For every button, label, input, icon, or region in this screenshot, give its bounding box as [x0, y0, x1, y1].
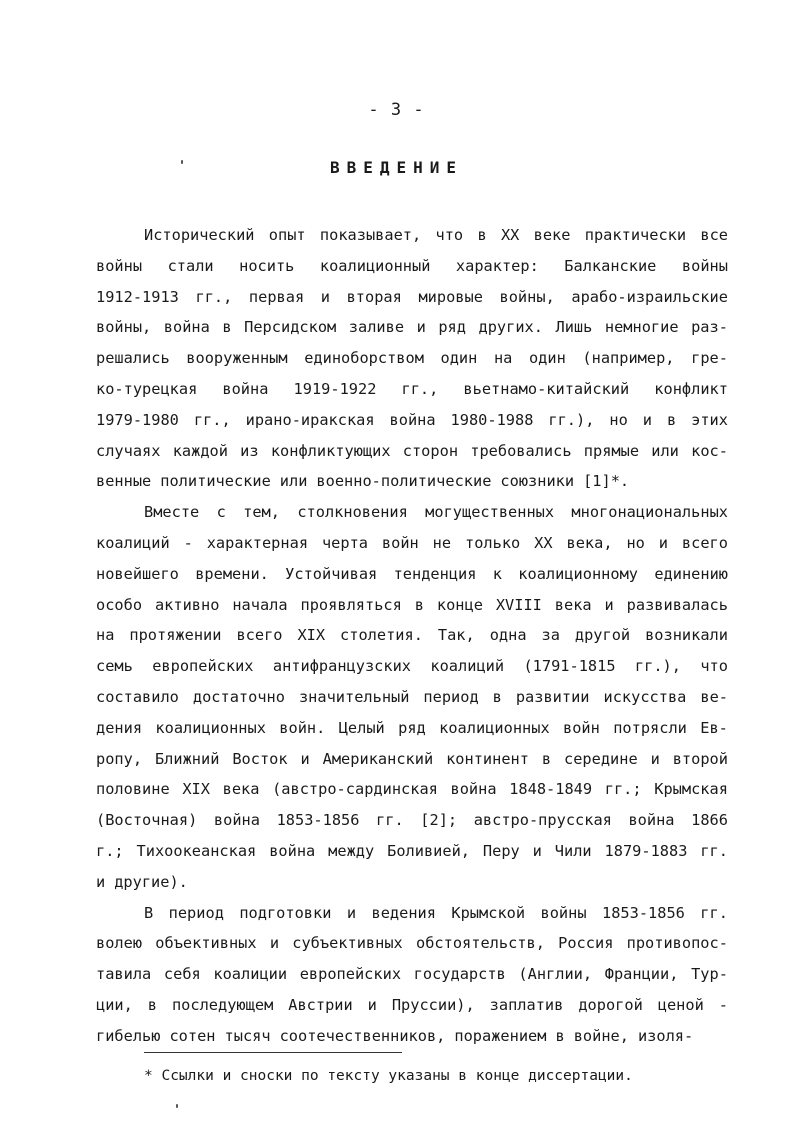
word: из [240, 441, 259, 460]
word: себя [163, 965, 201, 984]
word: и [642, 410, 652, 429]
text-line [96, 682, 728, 713]
word: ко-турецкая [96, 379, 198, 398]
word: в [477, 226, 487, 244]
word: 1848-1849 [509, 780, 593, 799]
word: война [389, 410, 436, 429]
text-line [96, 744, 728, 775]
word: половине [96, 780, 170, 799]
word: изоля- [637, 1026, 694, 1045]
word: немногие [604, 318, 679, 337]
word: и [658, 533, 668, 552]
word: и [532, 841, 542, 860]
word: Американский [322, 749, 434, 768]
word: политические [160, 472, 271, 491]
word: (Восточная) [96, 811, 198, 830]
word: или [651, 441, 679, 460]
word: коалиций [96, 533, 170, 552]
word: поражением [454, 1026, 547, 1045]
word: (Англии, [518, 965, 593, 984]
word: сторон [402, 441, 459, 460]
word: развивалась [626, 595, 728, 614]
word: ведения [371, 903, 436, 922]
word: 1919-1922 [293, 379, 377, 398]
word: прямые [583, 441, 640, 460]
word: вьетнамо-китайский [463, 379, 630, 398]
word: только [464, 533, 521, 552]
word: коалиционных [439, 718, 550, 737]
word: решались [96, 349, 170, 368]
word: одна [489, 626, 527, 645]
word: века [554, 595, 592, 614]
word: не [432, 533, 452, 552]
text-line [96, 559, 728, 590]
word: война [222, 379, 269, 398]
word: или [279, 472, 308, 491]
word: тем, [243, 503, 280, 522]
text-line [96, 220, 728, 251]
word: новейшего [96, 564, 179, 583]
word: мировые [418, 287, 483, 306]
text-line [96, 774, 728, 805]
word: протяжении [129, 626, 222, 645]
word: гг., [195, 287, 233, 306]
word: вооруженным [186, 349, 288, 368]
word: войне, [573, 1026, 629, 1045]
word: XX [534, 533, 553, 552]
word: другие). [114, 872, 188, 891]
text-line [96, 805, 728, 836]
text-line [96, 251, 728, 282]
word: 1866 [691, 811, 728, 830]
word: коалиционный [319, 256, 431, 275]
word: государств [413, 965, 506, 984]
word: в [541, 749, 552, 768]
word: века [222, 780, 260, 799]
text-line [96, 590, 728, 621]
word: второй [672, 749, 728, 768]
word: один [528, 349, 566, 368]
word: войны, [96, 318, 152, 337]
word: всего [681, 533, 728, 552]
word: 1853-1856 [601, 903, 685, 922]
word: конфликт [654, 379, 728, 398]
word: и [416, 318, 426, 337]
word: проявляться [300, 595, 402, 614]
text-line [96, 928, 728, 959]
word: единоборством [304, 349, 424, 368]
word: другой [574, 626, 631, 645]
word: активно [154, 595, 220, 614]
word: Чили [554, 841, 592, 860]
word: на [96, 626, 115, 645]
word: искусства [603, 687, 687, 706]
text-line [96, 867, 728, 898]
word: вторая [346, 287, 402, 306]
word: ряд [438, 318, 466, 337]
word: тавила [96, 965, 152, 984]
word: раз- [691, 318, 728, 337]
word: военно-политические [316, 472, 492, 491]
word: Восток [232, 749, 288, 768]
word: Австрии [288, 995, 353, 1014]
text-line [96, 343, 728, 374]
word: требовались [470, 441, 572, 460]
word: столетия. [340, 626, 423, 645]
word: Балканские [564, 256, 657, 275]
word: многонациональных [571, 503, 728, 522]
scan-speck [181, 160, 183, 164]
word: веке [533, 226, 571, 244]
word: развитии [515, 687, 590, 706]
text-line [96, 713, 728, 744]
word: Боливией, [387, 841, 471, 860]
word: гг. [700, 841, 728, 860]
word: коалиционному [518, 564, 639, 583]
word: ции, [96, 995, 133, 1014]
scan-speck [176, 1104, 178, 1108]
word: возникали [645, 626, 728, 645]
word: середине [563, 749, 638, 768]
word: Крымской [451, 903, 526, 922]
word: других. [478, 318, 543, 337]
word: века, [566, 533, 613, 552]
word: черта [321, 533, 368, 552]
word: Ев- [700, 718, 728, 737]
text-line [96, 436, 728, 467]
word: и [367, 995, 377, 1014]
word: в [492, 687, 502, 706]
word: носить [239, 256, 295, 275]
word: XVIII [495, 595, 542, 614]
word: и [650, 749, 660, 768]
word: ценой [657, 995, 704, 1014]
word: гг. [700, 903, 728, 922]
word: (1791-1815 [523, 657, 616, 676]
word: гг.; [604, 780, 642, 799]
section-heading: ВВЕДЕНИЕ [329, 158, 464, 177]
word: (австро-сардинская [272, 780, 438, 799]
word: коалиции [213, 965, 288, 984]
word: времени. [195, 564, 269, 583]
word: союзники [500, 472, 575, 491]
word: коалиционных [155, 718, 266, 737]
word: Вместе [144, 503, 200, 522]
word: всего [236, 626, 283, 645]
word: и [320, 287, 330, 306]
word: конфликтующих [270, 441, 391, 460]
word: в [414, 595, 424, 614]
word: ве- [700, 687, 728, 706]
word: но [609, 410, 628, 429]
word: потрясли [613, 718, 687, 737]
word: Лишь [555, 318, 593, 337]
word: гибелью [96, 1026, 161, 1045]
text-line [96, 651, 728, 682]
word: европейских [299, 965, 402, 984]
text-line [96, 836, 728, 867]
word: (например, [582, 349, 675, 368]
word: достаточно [192, 687, 285, 706]
word: гг.), [634, 657, 681, 676]
text-line [96, 528, 728, 559]
word: венные [96, 472, 152, 491]
word: объективных [155, 934, 257, 953]
word: в [555, 1026, 565, 1045]
word: особо [96, 595, 143, 614]
word: Перу [482, 841, 520, 860]
word: войн [381, 533, 419, 552]
word: составило [96, 687, 179, 706]
word: и [346, 903, 357, 922]
word: между [328, 841, 375, 860]
word: война [213, 811, 260, 830]
word: - [718, 995, 728, 1014]
word: австро-прусская [473, 811, 612, 830]
word: первая [248, 287, 305, 306]
word: войны [540, 903, 587, 922]
word: войны, [499, 287, 555, 306]
word: континент [446, 749, 529, 768]
word: и [300, 749, 310, 768]
word: но [626, 533, 645, 552]
word: подготовки [239, 903, 332, 922]
word: войн [563, 718, 600, 737]
word: могущественных [425, 503, 555, 522]
page-number: - 3 - [368, 100, 425, 120]
word: Персидском [244, 318, 337, 337]
text-line [96, 959, 728, 990]
word: тысяч [224, 1026, 271, 1045]
word: [1]*. [583, 472, 630, 491]
word: семь [96, 657, 133, 676]
text-line [96, 1021, 728, 1052]
word: волею [96, 934, 143, 953]
word: конце [436, 595, 483, 614]
text-line [96, 405, 728, 436]
word: Устойчивая [285, 564, 378, 583]
word: война [163, 318, 210, 337]
word: гре- [691, 349, 728, 368]
word: период [423, 687, 479, 706]
word: и [604, 595, 614, 614]
word: гг., [193, 410, 231, 429]
word: заплатив [489, 995, 564, 1014]
word: В [144, 903, 154, 922]
word: 1879-1883 [604, 841, 688, 860]
word: война [628, 811, 675, 830]
word: г.; [96, 841, 124, 860]
word: XIX [182, 780, 210, 799]
word: стали [167, 256, 214, 275]
word: последующем [171, 995, 274, 1014]
text-line [96, 990, 728, 1021]
word: противопос- [626, 934, 728, 953]
word: столкновения [297, 503, 408, 522]
word: Так, [437, 626, 475, 645]
word: каждой [172, 441, 228, 460]
word: случаях [96, 441, 161, 460]
word: тенденция [393, 564, 477, 583]
word: один [440, 349, 478, 368]
word: в [666, 410, 677, 429]
footnote-divider [144, 1052, 402, 1053]
word: с [216, 503, 226, 522]
word: Ближний [154, 749, 220, 768]
footnote: * Ссылки и сноски по тексту указаны в конце диссертации. [144, 1068, 633, 1084]
text-line [96, 282, 728, 313]
word: войны [681, 256, 728, 275]
word: европейских [152, 657, 254, 676]
text-line [96, 374, 728, 405]
text-line [96, 620, 728, 651]
word: Целый [338, 718, 385, 737]
word: гг.), [548, 410, 595, 429]
word: и [269, 934, 280, 953]
word: этих [691, 410, 728, 429]
word: в [222, 318, 232, 337]
word: субъективных [292, 934, 403, 953]
word: начала [232, 595, 288, 614]
text-line [96, 312, 728, 343]
word: 1912-1913 [96, 287, 179, 306]
word: характерная [206, 533, 309, 552]
word: XIX [297, 626, 326, 645]
word: к [492, 564, 502, 583]
word: ряд [398, 718, 426, 737]
word: Исторический [144, 226, 255, 244]
word: практически [584, 226, 687, 244]
word: гг., [401, 379, 439, 398]
body-text [96, 220, 728, 1052]
word: опыт [268, 226, 306, 244]
word: что [700, 657, 728, 676]
word: коалиций [430, 657, 505, 676]
word: значительный [298, 687, 410, 706]
text-line [96, 466, 728, 497]
word: XX [500, 226, 520, 244]
text-line [96, 898, 728, 929]
word: арабо-израильские [571, 287, 728, 306]
word: антифранцузских [272, 657, 412, 676]
word: 1980-1988 [450, 410, 534, 429]
word: ирано-иракская [245, 410, 375, 429]
word: - [183, 533, 193, 552]
word: характер: [455, 256, 539, 275]
word: кос- [691, 441, 728, 460]
word: единению [654, 564, 728, 583]
word: Тур- [691, 965, 728, 984]
word: и [96, 872, 106, 891]
word: войны [96, 256, 143, 275]
word: 1853-1856 [276, 811, 360, 830]
word: показывает, [319, 226, 422, 244]
word: заливе [348, 318, 405, 337]
word: Крымская [654, 780, 728, 799]
word: что [435, 226, 464, 244]
word: обстоятельств, [415, 934, 545, 953]
word: война [269, 841, 316, 860]
word: сотен [169, 1026, 216, 1045]
word: все [700, 226, 728, 244]
word: дения [96, 718, 143, 737]
word: Тихоокеанская [136, 841, 257, 860]
word: войн. [279, 718, 326, 737]
word: в [147, 995, 158, 1014]
word: война [450, 780, 497, 799]
word: дорогой [578, 995, 643, 1014]
word: период [168, 903, 224, 922]
text-line [96, 497, 728, 528]
word: Пруссии), [391, 995, 475, 1014]
word: соотечественников, [279, 1026, 446, 1045]
word: Россия [558, 934, 614, 953]
word: ропу, [96, 749, 143, 768]
word: 1979-1980 [96, 410, 179, 429]
word: [2]; [420, 811, 458, 830]
word: на [493, 349, 513, 368]
word: Франции, [604, 965, 679, 984]
word: за [541, 626, 560, 645]
word: гг. [376, 811, 404, 830]
